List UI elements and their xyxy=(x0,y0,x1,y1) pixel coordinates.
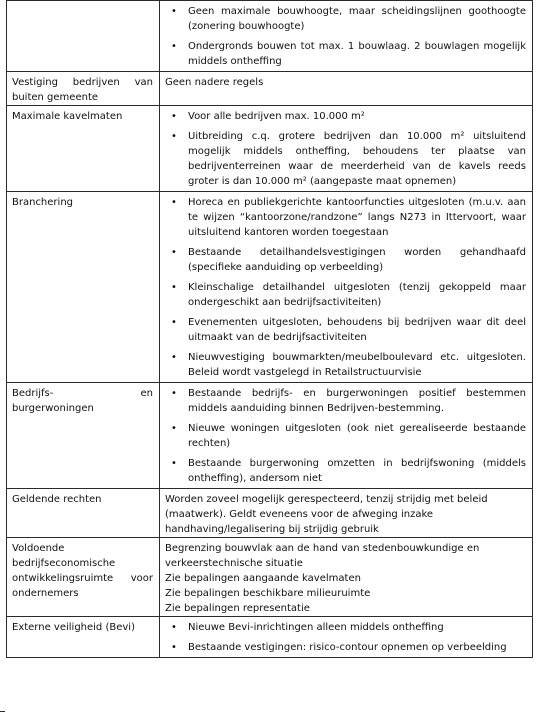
bullet-item: • Evenementen uitgesloten, behoudens bij bedrijven waar dit deel uitmaakt van de bedrijfsactiviteiten xyxy=(171,317,526,343)
bullet-item: • Bestaande burgerwoning omzetten in bedrijfswoning (middels ontheffing), andersom niet xyxy=(171,458,526,484)
bullet-item: • Nieuwvestiging bouwmarkten/meubelboulevard etc. uitgesloten. Beleid wordt vastgelegd in Retailstructuurvisie xyxy=(171,352,526,378)
bullet-icon: • xyxy=(171,41,177,52)
bullet-icon: • xyxy=(171,6,177,17)
row-text: Zie bepalingen aangaande kavelmaten xyxy=(165,573,361,584)
bullet-icon: • xyxy=(171,317,177,328)
row-content xyxy=(160,72,533,106)
bullet-icon: • xyxy=(171,642,177,653)
row-text: Zie bepalingen representatie xyxy=(165,603,310,614)
bullet-icon: • xyxy=(171,352,177,363)
row-text: Zie bepalingen beschikbare milieuruimte xyxy=(165,588,371,599)
row-text: Worden zoveel mogelijk gerespecteerd, tenzij strijdig met beleid (maatwerk). Geldt eveneens voor de afweging inzake handhaving/legalisering bij strijdig gebruik xyxy=(165,494,488,535)
bullet-icon: • xyxy=(171,458,177,469)
regulations-table xyxy=(6,0,533,658)
row-label xyxy=(7,1,160,72)
bullet-item: • Nieuwe Bevi-inrichtingen alleen middels ontheffing xyxy=(171,622,444,633)
bullet-item: • Kleinschalige detailhandel uitgesloten (tenzij gekoppeld maar ondergeschikt aan bedrijfsactiviteiten) xyxy=(171,282,526,308)
margin-tick xyxy=(0,711,5,712)
row-label: Branchering xyxy=(7,192,160,383)
row-label: Externe veiligheid (Bevi) xyxy=(7,617,160,658)
row-text: Begrenzing bouwvlak aan de hand van stedenbouwkundige en verkeerstechnische situatie xyxy=(165,543,480,569)
bullet-list xyxy=(165,620,526,655)
table-row xyxy=(7,106,533,192)
row-label: Voldoende bedrijfseconomische ontwikkelingsruimte voor ondernemers xyxy=(7,538,160,617)
bullet-item: • Nieuwe woningen uitgesloten (ook niet gerealiseerde bestaande rechten) xyxy=(171,423,526,449)
row-content xyxy=(160,1,533,72)
bullet-item: • Geen maximale bouwhoogte, maar scheidingslijnen goothoogte (zonering bouwhoogte) xyxy=(171,6,526,32)
row-content xyxy=(160,489,533,538)
row-text: Geen nadere regels xyxy=(165,77,264,88)
table-row xyxy=(7,192,533,383)
bullet-list xyxy=(165,109,526,189)
row-label: Maximale kavelmaten xyxy=(7,106,160,192)
bullet-icon: • xyxy=(171,282,177,293)
bullet-icon: • xyxy=(171,131,177,142)
bullet-item: • Bestaande vestigingen: risico-contour opnemen op verbeelding xyxy=(171,642,507,653)
table-row xyxy=(7,72,533,106)
row-label: Vestiging bedrijven van buiten gemeente xyxy=(7,72,160,106)
bullet-list xyxy=(165,195,526,380)
table-row xyxy=(7,489,533,538)
bullet-icon: • xyxy=(171,197,177,208)
bullet-list xyxy=(165,4,526,69)
bullet-item: • Voor alle bedrijven max. 10.000 m² xyxy=(171,111,365,122)
bullet-icon: • xyxy=(171,388,177,399)
bullet-item: • Horeca en publiekgerichte kantoorfuncties uitgesloten (m.u.v. aan te wijzen “kantoorzone/randzone” langs N273 in Ittervoort, waar uitsluitend kantoren worden toegestaan xyxy=(171,197,526,238)
bullet-icon: • xyxy=(171,423,177,434)
row-content xyxy=(160,106,533,192)
bullet-item: • Uitbreiding c.q. grotere bedrijven dan 10.000 m² uitsluitend mogelijk middels ontheffing, behoudens ter plaatse van bedrijventerreinen waar de meerderheid van de kavels reeds groter is dan 10.000 m² (aangepaste maat opnemen) xyxy=(171,131,526,187)
row-content xyxy=(160,383,533,489)
bullet-icon: • xyxy=(171,111,177,122)
bullet-item: • Bestaande bedrijfs- en burgerwoningen positief bestemmen middels aanduiding binnen Bedrijven-bestemming. xyxy=(171,388,526,414)
bullet-icon: • xyxy=(171,247,177,258)
table-row xyxy=(7,538,533,617)
table-row xyxy=(7,1,533,72)
row-label: Geldende rechten xyxy=(7,489,160,538)
row-content xyxy=(160,538,533,617)
bullet-item: • Ondergronds bouwen tot max. 1 bouwlaag. 2 bouwlagen mogelijk middels ontheffing xyxy=(171,41,526,67)
table-row xyxy=(7,617,533,658)
bullet-item: • Bestaande detailhandelsvestigingen worden gehandhaafd (specifieke aanduiding op verbeelding) xyxy=(171,247,526,273)
table-row xyxy=(7,383,533,489)
bullet-list xyxy=(165,386,526,486)
row-content xyxy=(160,617,533,658)
row-content xyxy=(160,192,533,383)
bullet-icon: • xyxy=(171,622,177,633)
row-label: Bedrijfs- en burgerwoningen xyxy=(7,383,160,489)
